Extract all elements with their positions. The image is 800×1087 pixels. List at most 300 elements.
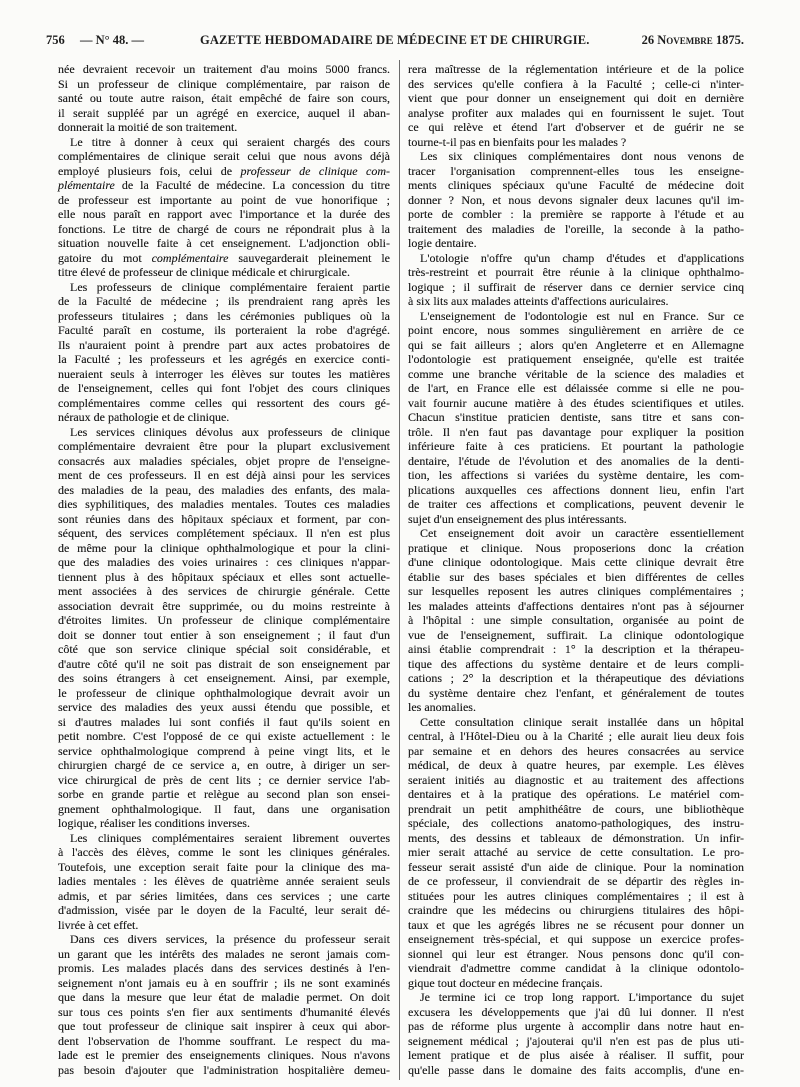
line-text: situation nouvelle faite à cet enseignement. L'adjonction obli-: [58, 236, 390, 250]
line-text: professeurs titulaires ; dans les cérémonies publiques où la: [58, 308, 390, 323]
roman-text: employé plusieurs fois, celui de: [58, 163, 241, 178]
text-line: [408, 860, 744, 875]
text-line: [408, 91, 744, 106]
line-text: l'odontologie est pratiquement enseignée, qu'elle est traitée: [408, 352, 744, 366]
text-line: [408, 62, 744, 77]
text-line: [408, 454, 744, 469]
text-line: [58, 120, 390, 135]
line-text: lade est le premier des enseignements cliniques. Nous n'avons: [58, 1048, 390, 1062]
text-line: [58, 700, 390, 715]
line-text: sujet d'un enseignement des plus intéressants.: [408, 511, 627, 526]
text-line: [58, 1019, 390, 1034]
text-line: [58, 903, 390, 918]
line-text: Dans ces divers services, la présence du professeur serait: [70, 932, 390, 946]
line-text: que des maladies des voies urinaires : ces cliniques n'appar-: [58, 555, 390, 569]
text-line: [408, 947, 744, 962]
line-text: complémentaires comme celles qui ressortent des cours gé-: [58, 395, 390, 410]
line-text: tion, les affections si variées du système dentaire, les com-: [408, 468, 744, 482]
line-text: néraux de pathologie et de clinique.: [58, 410, 230, 424]
text-line: [408, 686, 744, 701]
text-line: [408, 497, 744, 512]
text-line: [408, 729, 744, 744]
text-line: [58, 236, 390, 251]
text-line: [408, 106, 744, 121]
text-line: [58, 816, 390, 831]
line-text: de l'art, en France elle est délaissée comme si elle ne pou-: [408, 381, 744, 395]
text-line: [408, 367, 744, 382]
line-text: taux et que les agrégés libres ne se récusent pour donner un: [408, 917, 744, 932]
text-line: [408, 251, 744, 266]
text-line: [408, 178, 744, 193]
text-line: [58, 280, 390, 295]
line-text: séquent, des services complétement spéciaux. Il n'en est plus: [58, 526, 390, 540]
text-line: [58, 193, 390, 208]
italic-text: plémentaire: [58, 178, 115, 192]
line-text: née devraient recevoir un traitement d'au moins 5000 francs.: [58, 62, 390, 76]
line-text: des maladies de la peau, des maladies des enfants, des mala-: [58, 482, 390, 497]
line-text: Toutefois, une exception serait faite pour la clinique des ma-: [58, 859, 390, 874]
text-line: [408, 439, 744, 454]
line-text: côté que son service clinique spécial soit considérable, et: [58, 642, 390, 656]
text-line: [58, 555, 390, 570]
line-text: chirurgien chargé de ce service a, en outre, à diriger un ser-: [58, 758, 390, 772]
line-text: ce qui relève et étend l'art d'observer et de guérir ne se: [408, 120, 744, 134]
text-line: [58, 425, 390, 440]
line-text: pas de réforme plus urgente à accomplir dans notre haut en-: [408, 1019, 744, 1033]
paragraph: [408, 715, 744, 991]
line-text: de même pour la clinique ophthalmologique et pour la clini-: [58, 540, 390, 555]
text-line: [408, 381, 744, 396]
line-text: de l'enseignement, celles qui font l'objet des cours cliniques: [58, 381, 390, 395]
line-text: promis. Les malades placés dans des services destinés à l'en-: [58, 961, 390, 975]
line-text: du système dentaire chez l'enfant, et généralement de toutes: [408, 685, 744, 700]
text-line: [58, 309, 390, 324]
line-text: association devrait être supprimée, ou du moins restreinte à: [58, 598, 390, 613]
line-text: admis, et par séries limitées, dans ces services ; une carte: [58, 888, 390, 903]
text-line: [58, 323, 390, 338]
text-line: [408, 1005, 744, 1020]
text-line: [58, 396, 390, 411]
line-text: médical, de deux à quatre heures, par exemple. Les élèves: [408, 758, 744, 772]
text-line: [408, 135, 744, 150]
text-line: [58, 773, 390, 788]
line-text: ainsi établie comprendrait : 1° la description et la thérapeu-: [408, 642, 744, 656]
line-text: des services qu'elle confiera à la Faculté ; celle-ci n'inter-: [408, 76, 744, 91]
line-text: plications auxquelles ces affections donnent lieu, enfin l'art: [408, 482, 744, 497]
text-line: [58, 106, 390, 121]
text-line: [408, 120, 744, 135]
text-line: [58, 222, 390, 237]
line-text: il serait suppléé par un agrégé en exercice, auquel il aban-: [58, 105, 390, 120]
text-line: [408, 845, 744, 860]
line-text: rera maîtresse de la réglementation intérieure et de la police: [408, 62, 744, 76]
line-text: Le titre à donner à ceux qui seraient chargés des cours: [70, 134, 390, 149]
text-line: [58, 599, 390, 614]
line-text: complémentaire devraient être pour la plupart exclusivement: [58, 439, 390, 453]
text-line: [408, 1034, 744, 1049]
text-line: [408, 77, 744, 92]
text-line: [58, 149, 390, 164]
line-text: des soins étrangers à cet enseignement. Ainsi, par exemple,: [58, 671, 390, 685]
text-line: [58, 468, 390, 483]
line-text: seignement médical ; j'ajouterai qu'il n'en est pas de plus uti-: [408, 1033, 744, 1048]
line-text: nueraient seuls à interroger les élèves sur toutes les matières: [58, 366, 390, 381]
text-line: [408, 207, 744, 222]
text-line: [58, 251, 390, 266]
text-line: [408, 990, 744, 1005]
issue-date: 26 Novembre 1875.: [641, 33, 744, 47]
text-line: [408, 584, 744, 599]
text-line: [408, 338, 744, 353]
text-line: [58, 570, 390, 585]
paragraph: [408, 251, 744, 309]
text-line: [408, 396, 744, 411]
text-line: [58, 990, 390, 1005]
text-line: [408, 903, 744, 918]
text-line: [58, 860, 390, 875]
text-line: [408, 512, 744, 527]
text-line: [58, 613, 390, 628]
text-line: [58, 483, 390, 498]
text-line: [408, 816, 744, 831]
text-line: [408, 555, 744, 570]
roman-text: gatoire du mot: [58, 250, 152, 265]
line-text: logie dentaire.: [408, 236, 477, 250]
text-line: [408, 1063, 744, 1078]
paragraph: [408, 990, 744, 1077]
line-text: seignement n'ont jamais eu à en souffrir ; ils ne sont examinés: [58, 975, 390, 990]
text-line: [58, 845, 390, 860]
line-text: Chacun s'institue praticien dentiste, sans titre et sans con-: [408, 410, 744, 424]
line-text: qu'elle passe dans le domaine des faits accomplis, d'une en-: [408, 1062, 744, 1077]
italic-text: professeur de clinique com-: [240, 163, 390, 178]
line-text: sur tous ces points s'en fier aux sentiments d'humanité élevés: [58, 1004, 390, 1019]
line-text: à six lits aux malades atteints d'affections auriculaires.: [408, 294, 669, 308]
line-text: Si un professeur de clinique complémentaire, par raison de: [58, 76, 390, 91]
text-line: [408, 352, 744, 367]
text-line: [58, 352, 390, 367]
text-line: [58, 787, 390, 802]
line-text: la Faculté ; les professeurs et les agrégés en exercice conti-: [58, 352, 390, 366]
text-line: [408, 425, 744, 440]
roman-text: de la Faculté de médecine. La concession du titre: [114, 178, 390, 192]
line-text: logique, réaliser les conditions inverses.: [58, 816, 250, 830]
paragraph: [58, 62, 390, 135]
text-line: [58, 381, 390, 396]
line-text: porte de combler : la première se rapporte à l'étude et au: [408, 207, 744, 221]
line-text: établie sur des bases spéciales et bien différentes de celles: [408, 569, 744, 584]
line-text: [58, 251, 390, 265]
line-text: les malades atteints d'affections dentaires n'ont pas à séjourner: [408, 598, 744, 613]
text-line: [58, 874, 390, 889]
text-line: [58, 1048, 390, 1063]
text-line: [408, 628, 744, 643]
line-text: viendrait d'admettre comme candidat à la clinique odontolo-: [408, 961, 744, 975]
text-line: [408, 280, 744, 295]
line-text: inférieure faite à ces praticiens. Et pourtant la pathologie: [408, 439, 744, 453]
line-text: analyse profiter aux malades qui en fournissent le sujet. Tout: [408, 105, 744, 120]
text-line: [58, 961, 390, 976]
line-text: à l'hôpital : une simple consultation, organisée au point de: [408, 613, 744, 627]
paragraph: [408, 62, 744, 149]
line-text: de traiter ces affections et complications, peuvent devenir le: [408, 497, 744, 511]
text-line: [58, 947, 390, 962]
issue-number: — N° 48. —: [80, 33, 145, 47]
roman-text: sauvegarderait pleinement le: [228, 250, 391, 265]
page-number: 756: [46, 33, 65, 47]
line-text: tiennent plus à des hôpitaux spéciaux et elles sont actuelle-: [58, 569, 390, 584]
line-text: Les professeurs de clinique complémentaire feraient partie: [70, 279, 390, 294]
line-text: à l'accès des élèves, comme le sont les cliniques générales.: [58, 845, 390, 859]
line-text: vue de l'enseignement, suffirait. La clinique odontologique: [408, 627, 744, 642]
line-text: ments cliniques spéciaux qu'une Faculté de médecine doit: [408, 178, 744, 192]
line-text: ladies mentales : les élèves de quatrième année seraient seuls: [58, 874, 390, 888]
line-text: mier serait attaché au service de cette consultation. Le pro-: [408, 845, 744, 859]
text-line: [58, 802, 390, 817]
text-line: [58, 729, 390, 744]
line-text: fonctions. Le titre de chargé de cours ne répondrait plus à la: [58, 221, 390, 236]
line-text: dies syphilitiques, des maladies mentales. Toutes ces maladies: [58, 497, 390, 511]
line-text: Les six cliniques complémentaires dont nous venons de: [420, 149, 744, 163]
line-text: doit se donner tout entier à son enseignement ; il faut d'un: [58, 627, 390, 642]
text-line: [408, 265, 744, 280]
line-text: [58, 164, 390, 178]
text-line: [58, 91, 390, 106]
text-line: [408, 657, 744, 672]
line-text: lement pratique et de plus aisée à réaliser. Il suffit, pour: [408, 1048, 744, 1062]
text-line: [58, 265, 390, 280]
line-text: d'admission, visée par le doyen de la Faculté, leur serait dé-: [58, 903, 390, 917]
paragraph: [58, 425, 390, 831]
text-line: [408, 918, 744, 933]
text-line: [408, 294, 744, 309]
line-text: L'enseignement de l'odontologie est nul en France. Sur ce: [420, 308, 744, 323]
text-line: [58, 338, 390, 353]
text-line: [408, 744, 744, 759]
text-line: [408, 236, 744, 251]
line-text: Ils n'auraient point à prendre part aux actes probatoires de: [58, 337, 390, 352]
column-rule: [399, 60, 400, 1080]
line-text: pratique et clinique. Nous proposerions donc la création: [408, 540, 744, 555]
text-line: [408, 1019, 744, 1034]
text-line: [408, 222, 744, 237]
line-text: santé ou toute autre raison, était empêché de faire son cours,: [58, 91, 390, 105]
text-line: [58, 758, 390, 773]
text-line: [58, 178, 390, 193]
line-text: un garant que les intérêts des malades ne seront jamais com-: [58, 946, 390, 961]
line-text: vice chirurgical de près de cent lits ; ce dernier service l'ab-: [58, 772, 390, 787]
text-line: [58, 831, 390, 846]
text-line: [58, 1034, 390, 1049]
line-text: cations ; 2° la description et la thérapeutique des déviations: [408, 671, 744, 685]
italic-text: complémentaire: [151, 250, 229, 265]
paragraph: [408, 149, 744, 251]
text-line: [408, 309, 744, 324]
text-line: [58, 1005, 390, 1020]
text-line: [408, 483, 744, 498]
line-text: point encore, nous sommes singulièrement en arrière de ce: [408, 323, 744, 337]
line-text: livrée à cet effet.: [58, 917, 139, 932]
line-text: d'étroites limites. Un professeur de clinique complémentaire: [58, 613, 390, 627]
text-line: [58, 367, 390, 382]
line-text: vait fournir aucune matière à des études scientifiques et utiles.: [408, 395, 744, 410]
line-text: sorbe en grande partie et relègue au second plan son ensei-: [58, 787, 390, 801]
line-text: enseignement très-spécial, et qui suppose un exercice profes-: [408, 932, 744, 946]
text-line: [58, 584, 390, 599]
line-text: traitement des maladies de l'oreille, la seconde à la patho-: [408, 221, 744, 236]
text-line: [408, 613, 744, 628]
line-text: Faculté paraît en costume, ils porteraient la robe d'agrégé.: [58, 323, 390, 337]
line-text: seraient initiés au diagnostic et au traitement des affections: [408, 772, 744, 787]
line-text: elle nous paraît en rapport avec l'importance et la durée des: [58, 207, 390, 221]
line-text: fesseur serait assisté d'un aide de clinique. Pour la nomination: [408, 859, 744, 874]
line-text: de la Faculté de médecine ; ils prendraient rang après les: [58, 294, 390, 308]
text-line: [408, 323, 744, 338]
line-text: Les services cliniques dévolus aux professeurs de clinique: [70, 424, 390, 439]
text-line: [408, 642, 744, 657]
text-line: [408, 961, 744, 976]
text-line: [58, 657, 390, 672]
line-text: Cette consultation clinique serait installée dans un hôpital: [420, 714, 744, 729]
text-line: [408, 149, 744, 164]
paragraph: [58, 831, 390, 933]
text-line: [58, 918, 390, 933]
line-text: très-restreint et pourrait être réunie à la clinique ophthalmo-: [408, 265, 744, 279]
text-line: [58, 976, 390, 991]
text-line: [408, 164, 744, 179]
line-text: gnement ophthalmologique. Il faut, dans une organisation: [58, 801, 390, 816]
text-line: [408, 468, 744, 483]
line-text: sont réunies dans des hôpitaux spéciaux et forment, par con-: [58, 511, 390, 526]
line-text: donnerait la moitié de son traitement.: [58, 120, 238, 134]
text-line: [58, 642, 390, 657]
line-text: complémentaires de clinique serait celui que nous avons déjà: [58, 149, 390, 163]
line-text: Les cliniques complémentaires seraient librement ouvertes: [70, 830, 390, 845]
line-text: central, à l'Hôtel-Dieu ou à la Charité ; elle aurait lieu deux fois: [408, 729, 744, 743]
text-line: [408, 773, 744, 788]
line-text: dentaires et à la pratique des opérations. Le matériel com-: [408, 787, 744, 801]
text-line: [408, 671, 744, 686]
text-line: [58, 294, 390, 309]
text-line: [58, 541, 390, 556]
line-text: donner ? Non, et nous devons signaler deux lacunes qu'il im-: [408, 192, 744, 207]
text-line: [58, 207, 390, 222]
line-text: service des maladies des yeux aussi étendu que possible, et: [58, 700, 390, 714]
text-line: [58, 526, 390, 541]
paragraph: [58, 280, 390, 425]
text-line: [58, 715, 390, 730]
text-line: [408, 787, 744, 802]
text-line: [58, 889, 390, 904]
text-line: [58, 1063, 390, 1078]
line-text: que tout professeur de clinique sait inspirer à ceux qui abor-: [58, 1019, 390, 1033]
line-text: le professeur de clinique ophthalmologique devrait avoir un: [58, 685, 390, 700]
line-text: d'une clinique odontologique. Mais cette clinique devrait être: [408, 555, 744, 569]
line-text: craindre que les médecins ou chirurgiens titulaires des hôpi-: [408, 903, 744, 917]
text-line: [408, 715, 744, 730]
text-line: [408, 193, 744, 208]
column-left: [58, 62, 390, 1077]
line-text: service ophthalmologique comprend à peine vingt lits, et le: [58, 743, 390, 758]
column-right: [408, 62, 744, 1077]
line-text: logique ; il suffirait de réserver dans ce dernier service cinq: [408, 279, 744, 294]
line-text: sur lesquelles reposent les autres cliniques complémentaires ;: [408, 584, 744, 598]
text-line: [58, 410, 390, 425]
line-text: tracer l'organisation comprennent-elles tous les enseigne-: [408, 163, 744, 178]
line-text: petit nombre. C'est l'opposé de ce qui existe actuellement : le: [58, 729, 390, 743]
line-text: titre élevé de professeur de clinique médicale et chirurgicale.: [58, 265, 350, 279]
paragraph: [58, 135, 390, 280]
text-line: [408, 700, 744, 715]
text-line: [58, 512, 390, 527]
line-text: sionnel qui leur est étranger. Nous pensons donc qu'il con-: [408, 946, 744, 961]
line-text: qui se fait ailleurs ; alors qu'en Angleterre et en Allemagne: [408, 337, 744, 352]
text-line: [58, 628, 390, 643]
text-line: [408, 1048, 744, 1063]
journal-title: GAZETTE HEBDOMADAIRE DE MÉDECINE ET DE CHIRURGIE.: [200, 33, 590, 47]
line-text: spéciale, des collections anatomo-pathologiques, des instru-: [408, 816, 744, 830]
text-line: [58, 77, 390, 92]
line-text: tourne-t-il pas en bienfaits pour les malades ?: [408, 134, 627, 149]
line-text: si d'autres malades lui sont confiés il faut qu'ils soient en: [58, 714, 390, 729]
line-text: ment associées à des services de chirurgie générale. Cette: [58, 584, 390, 598]
line-text: tique des affections du système dentaire et de leurs compli-: [408, 656, 744, 671]
text-line: [408, 541, 744, 556]
line-text: dent l'observation de l'homme souffrant. Le respect du ma-: [58, 1033, 390, 1048]
paragraph: [58, 932, 390, 1077]
line-text: vient que pour donner un enseignement qui doit en dernière: [408, 91, 744, 105]
line-text: stituées pour les autres cliniques complémentaires ; il est à: [408, 888, 744, 903]
line-text: prendrait un petit amphithéâtre de cours, une bibliothèque: [408, 801, 744, 816]
line-text: gique tout docteur en médecine français.: [408, 975, 603, 990]
line-text: dentaire, l'étude de l'évolution et des anomalies de la denti-: [408, 453, 744, 468]
text-line: [58, 62, 390, 77]
line-text: de ce professeur, il conviendrait de se départir des règles in-: [408, 874, 744, 888]
text-line: [408, 874, 744, 889]
line-text: pas besoin d'ajouter que l'administration hospitalière demeu-: [58, 1062, 390, 1077]
text-line: [58, 164, 390, 179]
text-line: [408, 831, 744, 846]
line-text: ment de ces professeurs. Il en est déjà ainsi pour les services: [58, 468, 390, 482]
paragraph: [408, 526, 744, 715]
text-line: [408, 599, 744, 614]
text-line: [408, 410, 744, 425]
text-line: [408, 526, 744, 541]
line-text: comme une branche véritable de la science des maladies et: [408, 366, 744, 381]
text-line: [58, 744, 390, 759]
text-line: [408, 976, 744, 991]
line-text: consacrés aux maladies spéciales, objet propre de l'enseigne-: [58, 453, 390, 468]
line-text: [58, 178, 390, 192]
text-line: [58, 497, 390, 512]
text-line: [408, 932, 744, 947]
text-line: [58, 671, 390, 686]
text-line: [408, 889, 744, 904]
text-line: [408, 758, 744, 773]
line-text: de professeur est importante au point de vue honorifique ;: [58, 192, 390, 207]
line-text: par semaine et en dehors des heures consacrées au service: [408, 743, 744, 758]
text-line: [408, 570, 744, 585]
text-line: [58, 932, 390, 947]
line-text: les anomalies.: [408, 700, 476, 714]
text-line: [58, 135, 390, 150]
line-text: Je termine ici ce trop long rapport. L'importance du sujet: [420, 990, 744, 1004]
text-line: [58, 686, 390, 701]
line-text: trôle. Il n'en faut pas davantage pour expliquer la position: [408, 424, 744, 439]
text-line: [408, 802, 744, 817]
line-text: excusera les développements que j'ai dû lui donner. Il n'est: [408, 1004, 744, 1019]
line-text: d'autre côté qu'il ne soit pas distrait de son enseignement par: [58, 656, 390, 671]
